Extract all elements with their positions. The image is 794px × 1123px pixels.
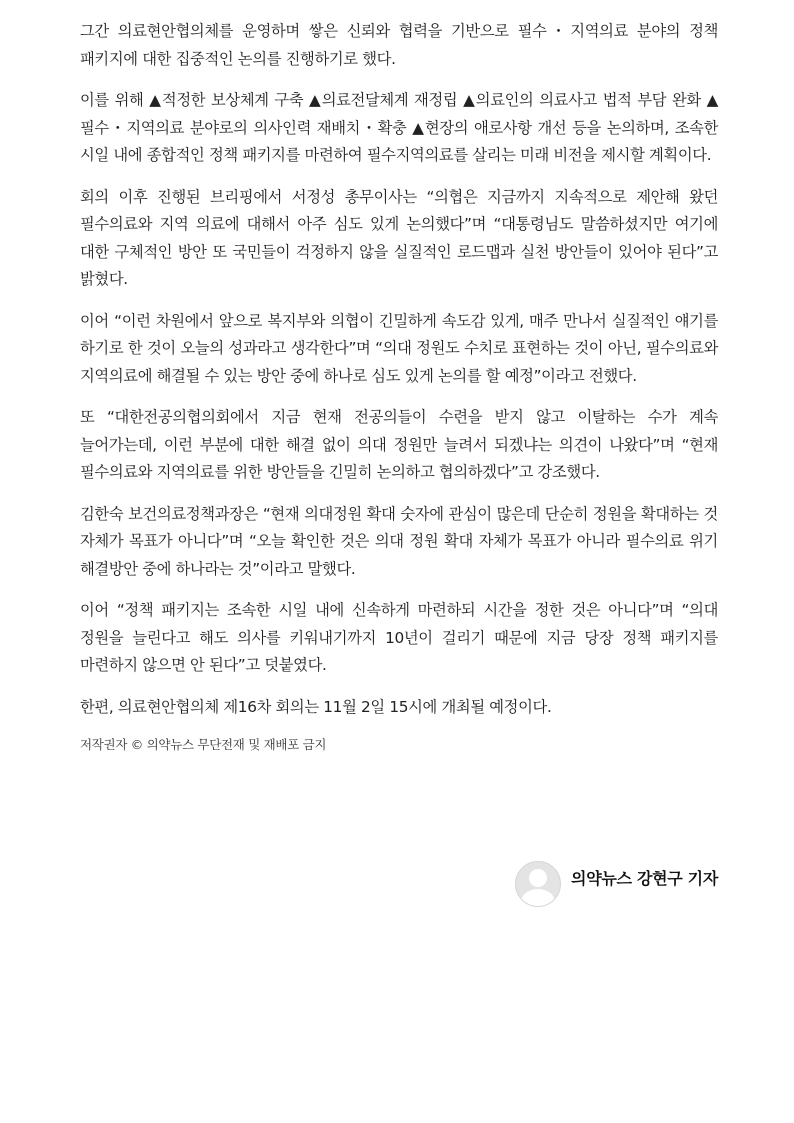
avatar-person-body: [521, 889, 555, 907]
article-paragraph: 이어 “정책 패키지는 조속한 시일 내에 신속하게 마련하되 시간을 정한 것은 아니다”며 “의대 정원을 늘린다고 해도 의사를 키워내기까지 10년이 걸리기 때문에 지금 당장 정책 패키지를 마련하지 않으면 안 된다”고 덧붙였다.: [80, 601, 718, 674]
reporter-name[interactable]: 의약뉴스 강현구 기자: [571, 868, 718, 888]
article-paragraph: 또 “대한전공의협의회에서 지금 현재 전공의들이 수련을 받지 않고 이탈하는 수가 계속 늘어가는데, 이런 부분에 대한 해결 없이 의대 정원만 늘려서 되겠냐는 의견이 나왔다”며 “현재 필수의료와 지역의료를 위한 방안들을 긴밀히 논의하고 협의하겠다”고 강조했다.: [80, 408, 718, 481]
avatar-person-icon: [529, 869, 547, 887]
copyright-notice: 저작권자 © 의약뉴스 무단전재 및 재배포 금지: [80, 737, 327, 752]
article-paragraph: 이를 위해 ▲적정한 보상체계 구축 ▲의료전달체계 재정립 ▲의료인의 의료사고 법적 부담 완화 ▲필수・지역의료 분야로의 의사인력 재배치・확충 ▲현장의 애로사항 개선 등을 논의하며, 조속한 시일 내에 종합적인 정책 패키지를 마련하여 필수지역의료를 살리는 미래 비전을 제시할 계획이다.: [80, 91, 718, 164]
article-paragraph: 그간 의료현안협의체를 운영하며 쌓은 신뢰와 협력을 기반으로 필수・지역의료 분야의 정책 패키지에 대한 집중적인 논의를 진행하기로 했다.: [80, 22, 718, 68]
reporter-avatar[interactable]: [515, 861, 561, 907]
reporter-byline: [80, 860, 718, 908]
article-paragraph: 이어 “이런 차원에서 앞으로 복지부와 의협이 긴밀하게 속도감 있게, 매주 만나서 실질적인 얘기를 하기로 한 것이 오늘의 성과라고 생각한다”며 “의대 정원도 수치로 표현하는 것이 아닌, 필수의료와 지역의료에 해결될 수 있는 방안 중에 하나로 심도 있게 논의를 할 예정”이라고 전했다.: [80, 311, 718, 385]
article-paragraph: 한편, 의료현안협의체 제16차 회의는 11월 2일 15시에 개최될 예정이다.: [80, 697, 552, 716]
article-body: [80, 18, 718, 888]
article-paragraph: 회의 이후 진행된 브리핑에서 서정성 총무이사는 “의협은 지금까지 지속적으로 제안해 왔던 필수의료와 지역 의료에 대해서 아주 심도 있게 논의했다”며 “대통령님도 말씀하셨지만 여기에 대한 구체적인 방안 또 국민들이 걱정하지 않을 실질적인 로드맵과 실천 방안들이 있어야 된다”고 밝혔다.: [80, 187, 718, 288]
article-paragraph: 김한숙 보건의료정책과장은 “현재 의대정원 확대 숫자에 관심이 많은데 단순히 정원을 확대하는 것 자체가 목표가 아니다”며 “오늘 확인한 것은 의대 정원 확대 자체가 목표가 아니라 필수의료 위기 해결방안 중에 하나라는 것”이라고 말했다.: [80, 504, 718, 578]
